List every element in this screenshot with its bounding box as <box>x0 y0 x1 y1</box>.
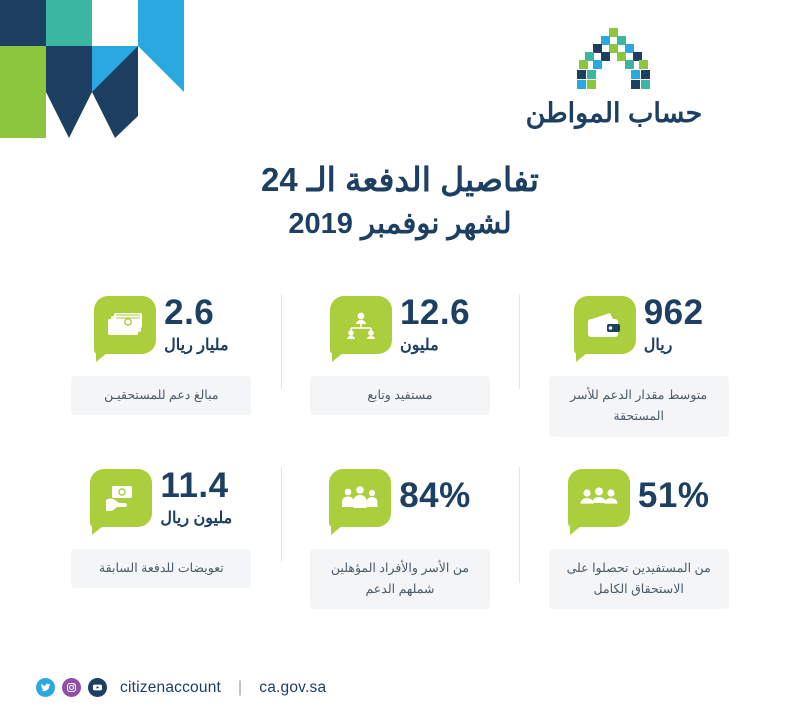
stat-card <box>42 461 281 588</box>
stat-figure <box>637 475 710 518</box>
twitter-icon[interactable] <box>36 678 55 697</box>
decorative-mosaic <box>0 0 250 165</box>
mosaic-arch-logo-icon <box>571 26 657 90</box>
stat-card <box>519 288 758 437</box>
stat-unit: مليون ريال <box>160 509 233 527</box>
stat-caption: مبالغ دعم للمستحقيـن <box>71 376 251 415</box>
hand-money-icon <box>90 469 152 527</box>
stat-unit: مليار ريال <box>164 337 229 354</box>
family-group-icon <box>329 469 391 527</box>
family-tree-icon <box>330 296 392 354</box>
footer-separator: | <box>238 678 243 696</box>
stat-header <box>330 288 470 362</box>
stat-caption: متوسط مقدار الدعم للأسر المستحقة <box>549 376 729 437</box>
stat-value: 962 <box>643 293 704 332</box>
stat-figure <box>164 295 228 355</box>
brand-logo <box>464 26 764 129</box>
stats-row-2 <box>42 461 758 610</box>
stat-unit: ريال <box>643 337 673 354</box>
wallet-icon <box>574 296 636 354</box>
stat-card <box>42 288 281 415</box>
stat-header <box>94 288 228 362</box>
stat-header <box>90 461 232 535</box>
footer <box>36 678 326 697</box>
stats-row-1 <box>42 288 758 437</box>
stat-header <box>329 461 471 535</box>
stat-caption: تعويضات للدفعة السابقة <box>71 549 251 588</box>
footer-handle: citizenaccount <box>120 678 222 696</box>
page-title <box>0 158 800 245</box>
stats-grid <box>42 288 758 609</box>
stat-card <box>281 288 520 415</box>
stat-header <box>568 461 710 535</box>
stat-value: 51% <box>637 475 710 515</box>
stat-figure <box>400 295 470 355</box>
stat-card <box>519 461 758 610</box>
instagram-icon[interactable] <box>62 678 81 697</box>
stat-figure <box>160 465 233 528</box>
stat-figure <box>399 475 471 518</box>
stat-header <box>574 288 704 362</box>
stat-card <box>281 461 520 610</box>
youtube-icon[interactable] <box>88 678 107 697</box>
three-people-icon <box>568 469 630 527</box>
title-line-2: لشهر نوفمبر 2019 <box>288 207 512 240</box>
stat-caption: مستفيد وتابع <box>310 376 490 415</box>
title-line-1: تفاصيل الدفعة الـ 24 <box>261 161 539 198</box>
stat-value: 12.6 <box>399 293 471 332</box>
footer-website[interactable]: ca.gov.sa <box>259 678 327 696</box>
stat-caption: من المستفيدين تحصلوا على الاستحقاق الكامل <box>549 549 729 610</box>
stat-unit: مليون <box>399 337 439 354</box>
stat-figure <box>644 295 704 355</box>
stat-value: 11.4 <box>160 465 229 505</box>
stat-value: 84% <box>399 475 471 515</box>
brand-name: حساب المواطن <box>525 98 703 128</box>
banknotes-icon <box>94 296 156 354</box>
stat-caption: من الأسر والأفراد المؤهلين شملهم الدعم <box>310 549 490 610</box>
stat-value: 2.6 <box>164 293 215 332</box>
